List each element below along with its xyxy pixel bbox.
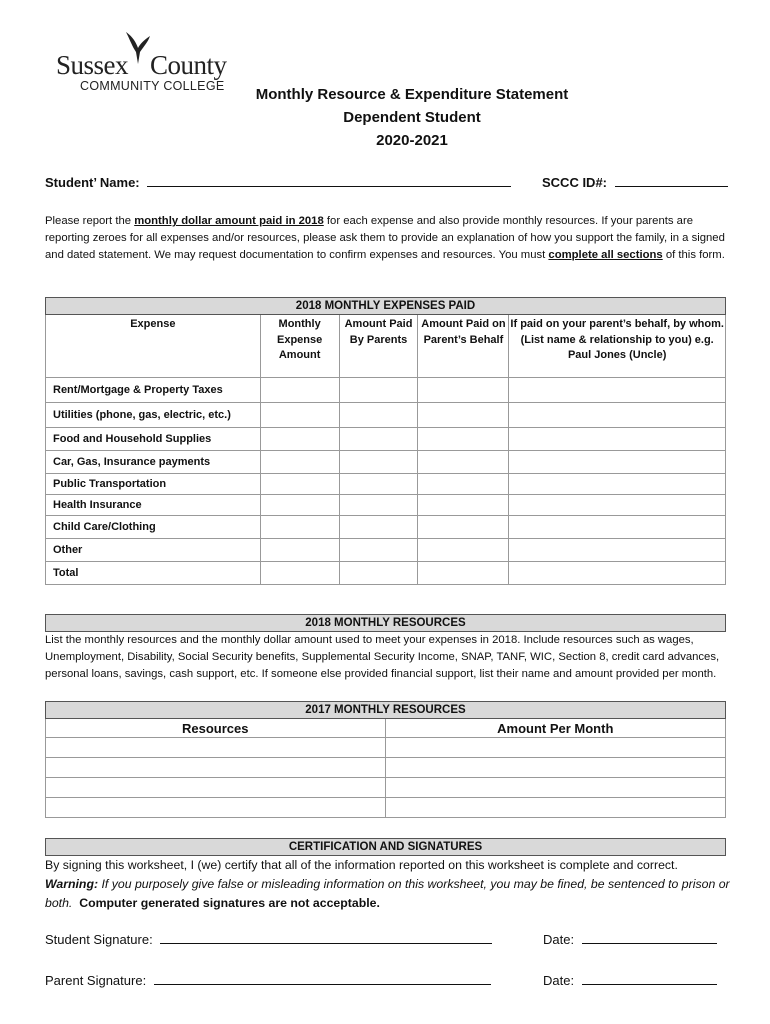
table-row: Total: [46, 562, 726, 585]
parent-signature-row: [45, 972, 491, 988]
certification-text: [45, 856, 745, 913]
certification-heading: CERTIFICATION AND SIGNATURES: [45, 838, 726, 856]
student-name-field[interactable]: [147, 174, 511, 187]
logo-name: Sussex County: [56, 50, 227, 80]
table-row: Rent/Mortgage & Property Taxes: [46, 378, 726, 403]
signature-notice: Computer generated signatures are not acceptable.: [79, 896, 380, 910]
col-paid-by-whom: If paid on your parent’s behalf, by whom. (List name & relationship to you) e.g. Paul Jones (Uncle): [509, 315, 726, 378]
title-line-1: Monthly Resource & Expenditure Statement: [255, 86, 569, 103]
instructions-paragraph: Please report the monthly dollar amount paid in 2018 for each expense and also provide monthly resources. If your parents are reporting zeroes for all expenses and/or resources, please ask them to provide an explanation of how you support the family, in a signed and dated statement. We may request documentation to confirm expenses and resources. You must complete all sections of this form.: [45, 215, 725, 262]
resources-table: [45, 701, 726, 818]
expenses-table: [45, 297, 726, 585]
resources-instructions: List the monthly resources and the monthly dollar amount used to meet your expenses in 2018. Include resources such as wages, Unemployment, Disability, Social Security benefits, Supplemental Security Income, SNAP, TANF, WIC, Section 8, credit card advances, personal loans, savings, cash support, etc. If someone else provided financial support, list their name and amount provided per month.: [45, 634, 720, 681]
table-row: [46, 738, 726, 758]
emphasis-paid-2018: monthly dollar amount paid in 2018: [134, 215, 324, 227]
col-paid-on-behalf: Amount Paid on Parent’s Behalf: [418, 315, 509, 378]
col-expense: Expense: [46, 315, 261, 378]
student-date-label: Date:: [543, 932, 575, 947]
resources-heading: 2018 MONTHLY RESOURCES: [45, 614, 726, 632]
table-row: Utilities (phone, gas, electric, etc.): [46, 403, 726, 428]
sccc-id-row: [542, 174, 728, 190]
table-row: [46, 758, 726, 778]
parent-date-row: [543, 972, 717, 988]
title-line-2: Dependent Student: [343, 109, 481, 126]
col-paid-by-parents: Amount Paid By Parents: [339, 315, 418, 378]
warning-label: Warning:: [45, 877, 99, 891]
table-row: Health Insurance: [46, 495, 726, 516]
resources-table-heading: 2017 MONTHLY RESOURCES: [46, 702, 726, 719]
title-line-3: 2020-2021: [376, 132, 448, 149]
table-row: [46, 778, 726, 798]
col-resources: Resources: [46, 719, 386, 738]
table-row: [46, 798, 726, 818]
form-title: [200, 83, 624, 152]
student-date-row: [543, 931, 717, 947]
table-row: Car, Gas, Insurance payments: [46, 451, 726, 474]
parent-date-field[interactable]: [582, 972, 717, 985]
emphasis-complete-all: complete all sections: [548, 249, 663, 262]
col-monthly-expense: Monthly Expense Amount: [260, 315, 339, 378]
student-signature-label: Student Signature:: [45, 932, 153, 947]
table-row: Public Transportation: [46, 474, 726, 495]
expenses-heading: 2018 MONTHLY EXPENSES PAID: [46, 298, 726, 315]
student-name-label: Student’ Name:: [45, 175, 140, 190]
table-row: Other: [46, 539, 726, 562]
parent-signature-label: Parent Signature:: [45, 973, 147, 988]
student-name-row: [45, 174, 511, 190]
logo-subtitle: COMMUNITY COLLEGE: [80, 79, 225, 93]
student-signature-row: [45, 931, 492, 947]
certification-line: By signing this worksheet, I (we) certify that all of the information reported on this worksheet is complete and correct.: [45, 858, 678, 872]
sccc-id-field[interactable]: [615, 174, 728, 187]
col-amount-per-month: Amount Per Month: [385, 719, 725, 738]
student-date-field[interactable]: [582, 931, 717, 944]
parent-signature-field[interactable]: [154, 972, 491, 985]
warning-text: If you purposely give false or misleading information on this worksheet, you may be fined, be sentenced to prison or both.: [45, 877, 730, 910]
student-signature-field[interactable]: [160, 931, 492, 944]
parent-date-label: Date:: [543, 973, 575, 988]
table-row: Child Care/Clothing: [46, 516, 726, 539]
sccc-id-label: SCCC ID#:: [542, 175, 608, 190]
table-row: Food and Household Supplies: [46, 428, 726, 451]
